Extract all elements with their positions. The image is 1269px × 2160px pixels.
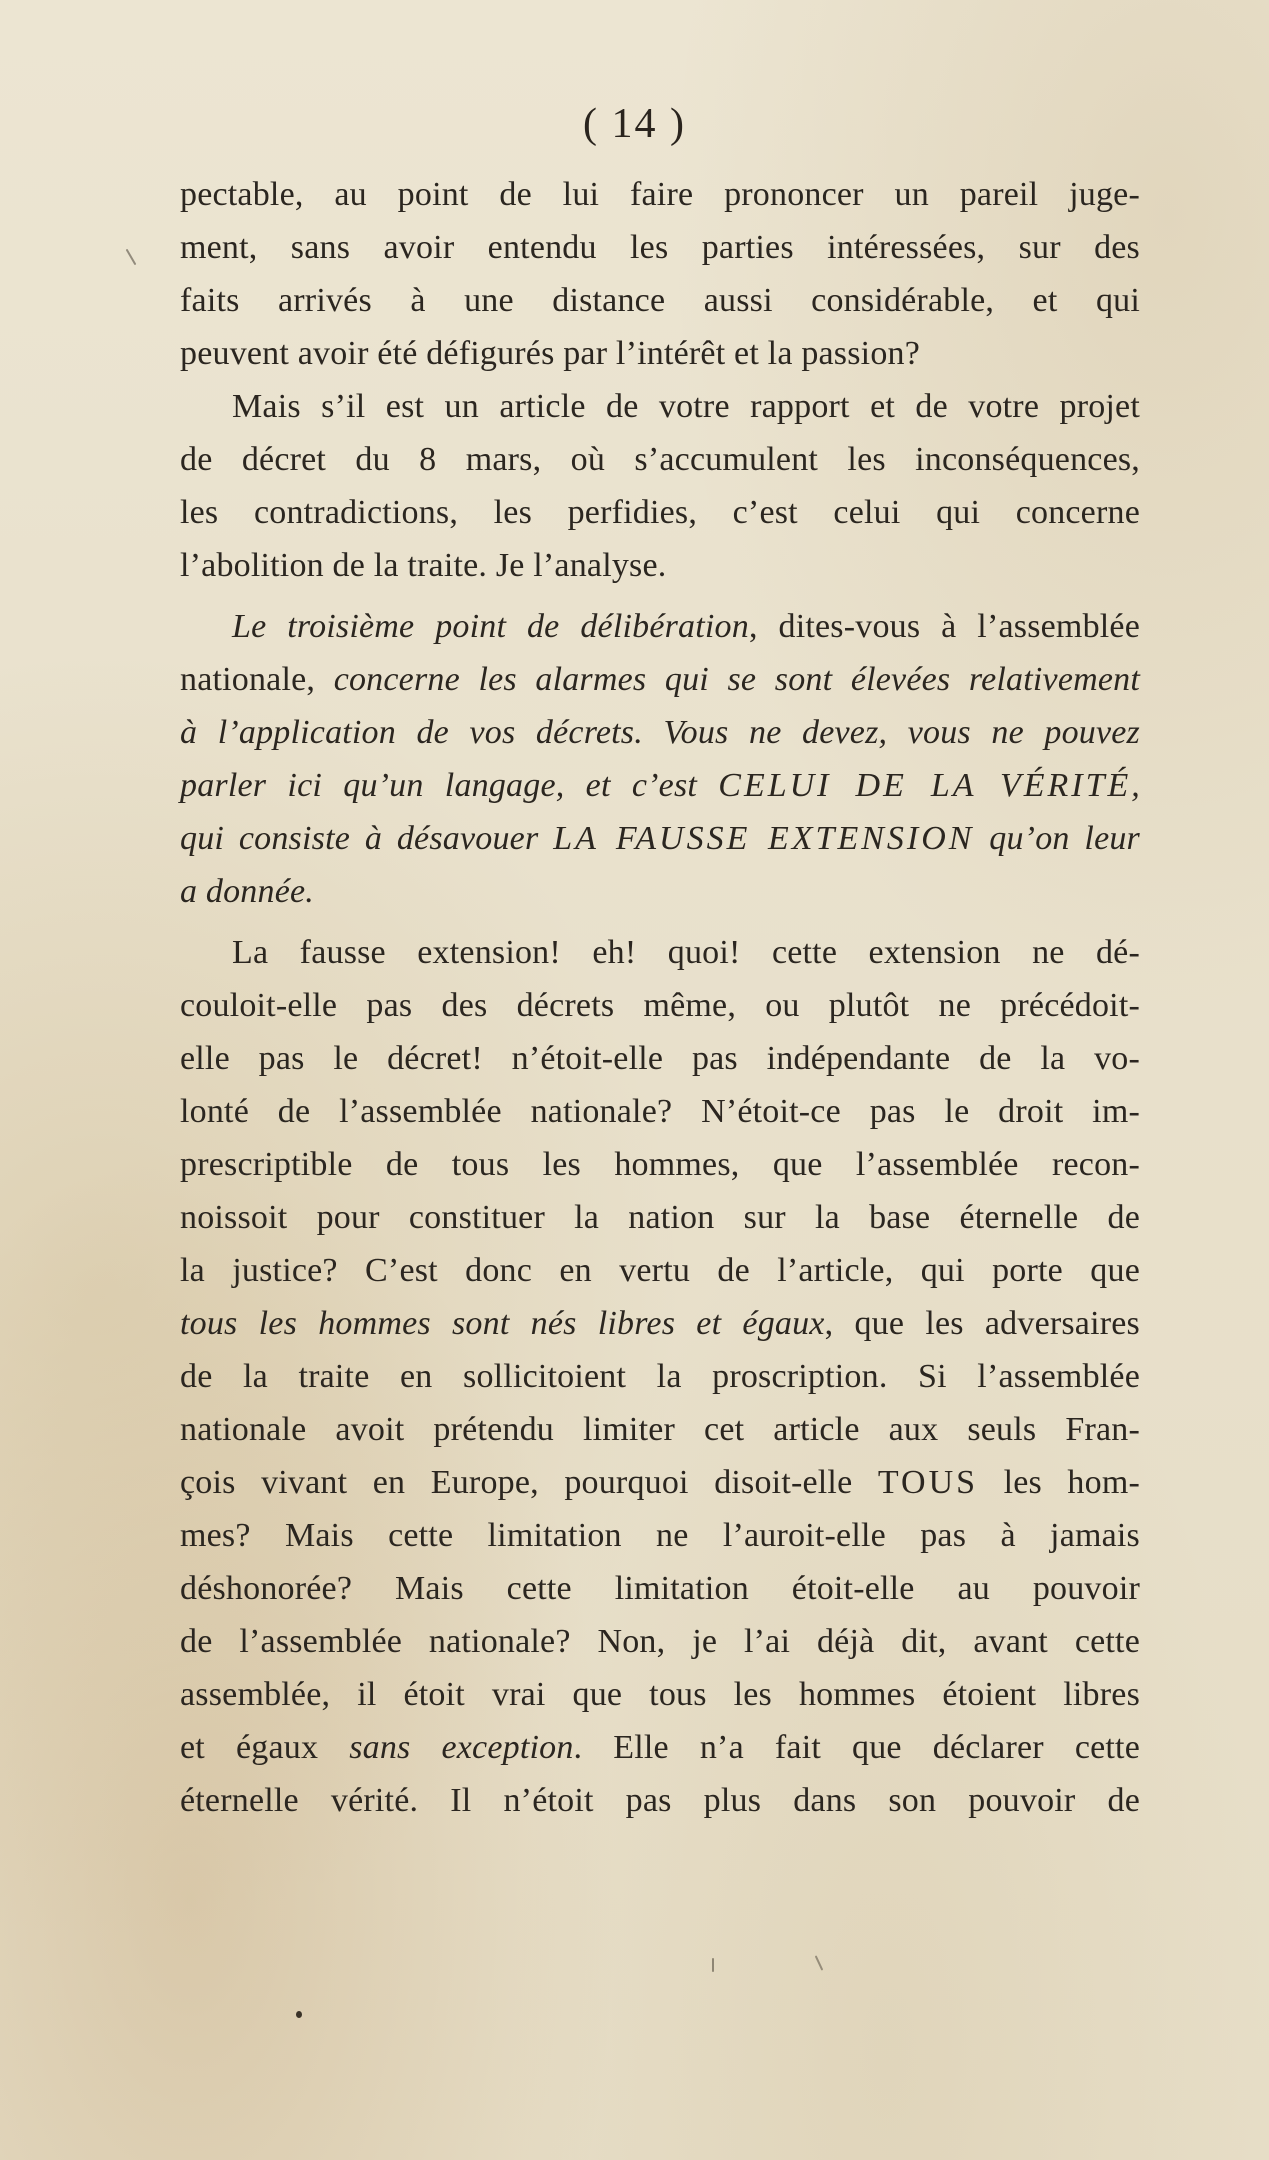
text-line: de l’assemblée nationale? Non, je l’ai déjà dit, avant cette xyxy=(180,1623,1140,1660)
text-line: de la traite en sollicitoient la proscription. Si l’assemblée xyxy=(180,1358,1140,1395)
text-span: çois vivant en Europe, pourquoi disoit-elle xyxy=(180,1464,878,1501)
ink-speck xyxy=(712,1958,714,1972)
text-line: noissoit pour constituer la nation sur la base éternelle de xyxy=(180,1199,1140,1236)
text-span: et égaux xyxy=(180,1729,350,1766)
italic-phrase: qu’on leur xyxy=(974,820,1140,857)
text-line: faits arrivés à une distance aussi considérable, et qui xyxy=(180,282,1140,319)
text-span: , que les adversaires xyxy=(824,1305,1140,1342)
text-line: couloit-elle pas des décrets même, ou plutôt ne précédoit- xyxy=(180,987,1140,1024)
text-line: ment, sans avoir entendu les parties intéressées, sur des xyxy=(180,229,1140,266)
italic-phrase: parler ici qu’un langage, et c’est xyxy=(180,767,719,804)
text-line xyxy=(180,1721,1140,1774)
text-line: mes? Mais cette limitation ne l’auroit-elle pas à jamais xyxy=(180,1517,1140,1554)
page-number: ( 14 ) xyxy=(583,101,686,147)
small-caps-phrase: TOUS xyxy=(877,1464,979,1501)
italic-phrase: sans exception xyxy=(349,1729,574,1766)
text-line: pectable, au point de lui faire prononcer un pareil juge- xyxy=(180,176,1140,213)
text-line: La fausse extension! eh! quoi! cette extension ne dé- xyxy=(232,934,1140,971)
small-caps-phrase: LA FAUSSE EXTENSION xyxy=(553,820,975,857)
text-span: . Elle n’a fait que déclarer cette xyxy=(573,1729,1140,1766)
italic-phrase: Le troisième point de délibération xyxy=(232,608,749,645)
text-line: éternelle vérité. Il n’étoit pas plus dans son pouvoir de xyxy=(180,1782,1140,1819)
text-span: nationale, xyxy=(180,661,334,698)
text-line xyxy=(180,1456,1140,1509)
italic-phrase: concerne les alarmes qui se sont élevées relativement xyxy=(333,661,1140,698)
text-line: de décret du 8 mars, où s’accumulent les inconséquences, xyxy=(180,441,1140,478)
text-line: peuvent avoir été défigurés par l’intérêt et la passion? xyxy=(180,335,921,372)
ink-speck xyxy=(815,1955,824,1970)
text-line: la justice? C’est donc en vertu de l’article, qui porte que xyxy=(180,1252,1140,1289)
text-line: l’abolition de la traite. Je l’analyse. xyxy=(180,547,667,584)
text-line: déshonorée? Mais cette limitation étoit-elle au pouvoir xyxy=(180,1570,1140,1607)
italic-phrase: tous les hommes sont nés libres et égaux xyxy=(180,1305,825,1342)
text-line: a donnée. xyxy=(180,873,314,910)
italic-phrase: qui consiste à désavouer xyxy=(180,820,554,857)
ink-speck xyxy=(296,2011,302,2018)
text-span: les hom- xyxy=(978,1464,1141,1501)
text-line xyxy=(180,812,1140,865)
text-line: à l’application de vos décrets. Vous ne devez, vous ne pouvez xyxy=(180,714,1140,751)
text-line: nationale avoit prétendu limiter cet article aux seuls Fran- xyxy=(180,1411,1140,1448)
text-span: , dites-vous à l’assemblée xyxy=(748,608,1140,645)
small-caps-phrase: CELUI DE LA VÉRITÉ xyxy=(718,767,1132,804)
text-line: lonté de l’assemblée nationale? N’étoit-ce pas le droit im- xyxy=(180,1093,1140,1130)
text-line xyxy=(180,759,1140,812)
text-line xyxy=(180,1297,1140,1350)
text-line: Mais s’il est un article de votre rapport et de votre projet xyxy=(232,388,1140,425)
text-line xyxy=(180,653,1140,706)
ink-speck xyxy=(126,249,137,266)
text-span: , xyxy=(1131,767,1140,804)
body-text xyxy=(180,168,1140,1827)
text-line xyxy=(180,600,1140,653)
text-line: assemblée, il étoit vrai que tous les hommes étoient libres xyxy=(180,1676,1140,1713)
text-line: elle pas le décret! n’étoit-elle pas indépendante de la vo- xyxy=(180,1040,1140,1077)
text-line: prescriptible de tous les hommes, que l’assemblée recon- xyxy=(180,1146,1140,1183)
text-line: les contradictions, les perfidies, c’est celui qui concerne xyxy=(180,494,1140,531)
